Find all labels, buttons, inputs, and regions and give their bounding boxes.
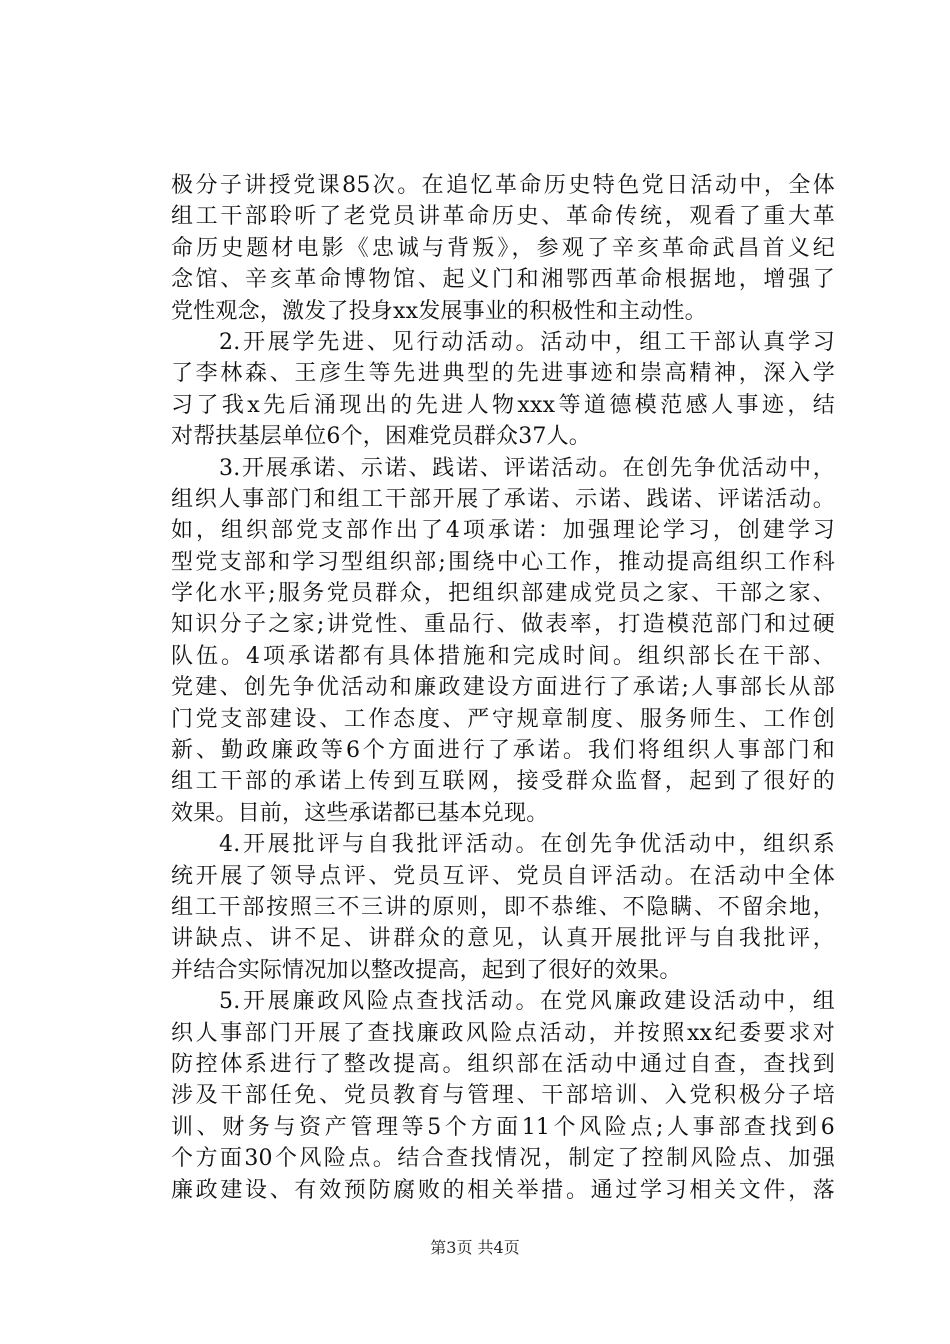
text-line: 讲缺点、讲不足、讲群众的意见，认真开展批评与自我批评， bbox=[171, 926, 835, 952]
text-line: 个方面30个风险点。结合查找情况，制定了控制风险点、加强 bbox=[171, 1146, 835, 1172]
document-body bbox=[171, 170, 835, 1206]
paragraph-first-line: 5.开展廉政风险点查找活动。在党风廉政建设活动中，组 bbox=[219, 989, 835, 1015]
text-line: 涉及干部任免、党员教育与管理、干部培训、入党积极分子培 bbox=[171, 1083, 835, 1109]
text-line: 组工干部的承诺上传到互联网，接受群众监督，起到了很好的 bbox=[171, 769, 835, 795]
text-line: 型党支部和学习型组织部;围绕中心工作，推动提高组织工作科 bbox=[171, 549, 835, 575]
text-line: 知识分子之家;讲党性、重品行、做表率，打造模范部门和过硬 bbox=[171, 612, 835, 638]
text-line: 新、勤政廉政等6个方面进行了承诺。我们将组织人事部门和 bbox=[171, 738, 835, 764]
text-line: 了李林森、王彦生等先进典型的先进事迹和崇高精神，深入学 bbox=[171, 361, 835, 387]
text-line: 门党支部建设、工作态度、严守规章制度、服务师生、工作创 bbox=[171, 706, 835, 732]
text-line: 如，组织部党支部作出了4项承诺：加强理论学习，创建学习 bbox=[171, 518, 835, 544]
page-footer: 第3页 共4页 bbox=[430, 1238, 520, 1257]
text-line: 党建、创先争优活动和廉政建设方面进行了承诺;人事部长从部 bbox=[171, 675, 835, 701]
text-line: 习了我x先后涌现出的先进人物xxx等道德模范感人事迹，结 bbox=[171, 392, 835, 418]
paragraph-first-line: 4.开展批评与自我批评活动。在创先争优活动中，组织系 bbox=[219, 832, 835, 858]
text-line: 党性观念，激发了投身xx发展事业的积极性和主动性。 bbox=[171, 298, 707, 324]
text-line: 念馆、辛亥革命博物馆、起义门和湘鄂西革命根据地，增强了 bbox=[171, 267, 835, 293]
text-line: 防控体系进行了整改提高。组织部在活动中通过自查，查找到 bbox=[171, 1051, 835, 1077]
text-line: 对帮扶基层单位6个，困难党员群众37人。 bbox=[171, 424, 591, 450]
text-line: 组织人事部门和组工干部开展了承诺、示诺、践诺、评诺活动。 bbox=[171, 486, 835, 512]
text-line: 并结合实际情况加以整改提高，起到了很好的效果。 bbox=[171, 957, 682, 983]
text-line: 命历史题材电影《忠诚与背叛》，参观了辛亥革命武昌首义纪 bbox=[171, 235, 835, 261]
paragraph-first-line: 2.开展学先进、见行动活动。活动中，组工干部认真学习 bbox=[219, 329, 835, 355]
text-line: 极分子讲授党课85次。在追忆革命历史特色党日活动中，全体 bbox=[171, 173, 835, 198]
text-line: 织人事部门开展了查找廉政风险点活动，并按照xx纪委要求对 bbox=[171, 1020, 835, 1046]
text-line: 学化水平;服务党员群众，把组织部建成党员之家、干部之家、 bbox=[171, 581, 835, 607]
paragraph-first-line: 3.开展承诺、示诺、践诺、评诺活动。在创先争优活动中， bbox=[219, 455, 835, 481]
text-line: 训、财务与资产管理等5个方面11个风险点;人事部查找到6 bbox=[171, 1114, 835, 1140]
text-line: 统开展了领导点评、党员互评、党员自评活动。在活动中全体 bbox=[171, 863, 835, 889]
text-line: 组工干部按照三不三讲的原则，即不恭维、不隐瞒、不留余地， bbox=[171, 894, 835, 920]
text-line: 队伍。4项承诺都有具体措施和完成时间。组织部长在干部、 bbox=[171, 643, 835, 669]
text-line: 组工干部聆听了老党员讲革命历史、革命传统，观看了重大革 bbox=[171, 204, 835, 230]
text-line: 效果。目前，这些承诺都已基本兑现。 bbox=[171, 800, 549, 826]
text-line: 廉政建设、有效预防腐败的相关举措。通过学习相关文件，落 bbox=[171, 1177, 835, 1203]
